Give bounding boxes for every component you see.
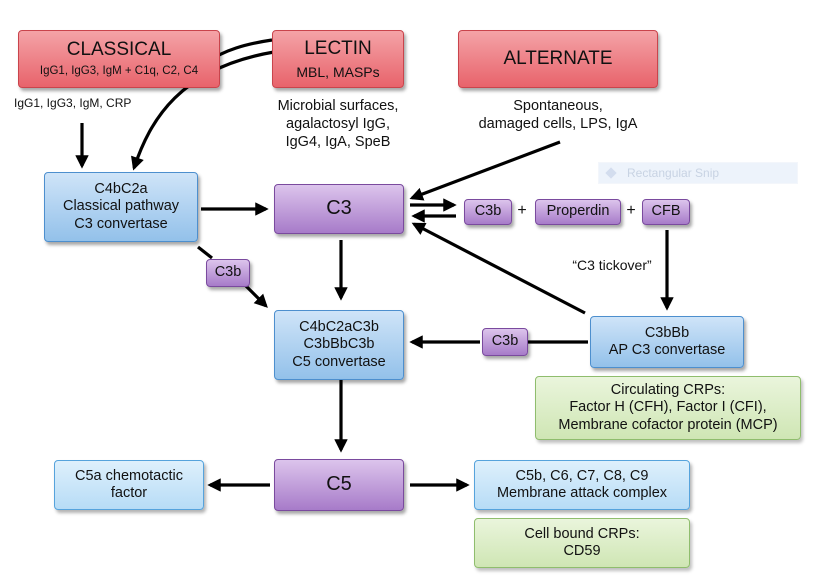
rectangular-snip-overlay <box>598 162 798 184</box>
circulating-crps-line: Circulating CRPs: <box>610 382 726 399</box>
arrow-c4bc2a-to-c3b <box>198 247 212 258</box>
c3b-alternate <box>464 199 512 225</box>
cfb-node <box>642 199 690 225</box>
snip-icon <box>605 167 616 178</box>
arrow-c3b-to-c5conv <box>246 286 266 306</box>
alternate-trigger-line: Spontaneous, <box>513 98 603 114</box>
membrane-attack-complex-box <box>474 460 690 510</box>
lectin-trigger-line: IgG4, IgA, SpeB <box>285 134 391 151</box>
c3b-classical <box>206 259 250 287</box>
ap-c3-convertase <box>590 316 744 368</box>
c5-node <box>274 459 404 511</box>
alternate-title: ALTERNATE <box>503 47 613 69</box>
snip-label: Rectangular Snip <box>627 166 720 180</box>
ap-convertase-line: C3bBb <box>644 324 690 341</box>
properdin-node <box>535 199 621 225</box>
c5-convertase-line: C5 convertase <box>292 353 386 370</box>
c5-label: C5 <box>326 473 352 496</box>
cell-crps-line: CD59 <box>563 543 601 559</box>
alternate-trigger-line: damaged cells, LPS, IgA <box>478 116 638 133</box>
c3b-ap-label: C3b <box>491 333 519 350</box>
mac-line: Membrane attack complex <box>496 485 668 501</box>
c5a-box <box>54 460 204 510</box>
c3-label: C3 <box>326 197 352 220</box>
cfb-label: CFB <box>651 203 681 220</box>
alternate-triggers <box>450 97 666 133</box>
classical-pathway-box <box>18 30 220 88</box>
lectin-triggers <box>252 97 424 151</box>
alternate-pathway-box <box>458 30 658 88</box>
lectin-title: LECTIN <box>304 37 372 59</box>
c3b-ap <box>482 328 528 356</box>
c3-node <box>274 184 404 234</box>
lectin-trigger-line: Microbial surfaces, <box>277 98 399 114</box>
lectin-sub: MBL, MASPs <box>296 63 380 80</box>
classical-convertase-line: C4bC2a <box>94 181 148 198</box>
circulating-crps-line: Factor H (CFH), Factor I (CFI), <box>569 399 767 416</box>
lectin-trigger-line: agalactosyl IgG, <box>286 116 390 133</box>
classical-title: CLASSICAL <box>66 39 172 61</box>
ap-convertase-line: AP C3 convertase <box>608 342 726 358</box>
plus-sign: + <box>626 202 636 219</box>
properdin-label: Properdin <box>546 203 610 220</box>
c5a-line: C5a chemotactic <box>75 467 183 484</box>
classical-c3-convertase <box>44 172 198 242</box>
circulating-crps-line: Membrane cofactor protein (MCP) <box>558 416 778 433</box>
c5-convertase-line: C4bC2aC3b <box>299 319 379 336</box>
classical-triggers: IgG1, IgG3, IgM, CRP <box>14 96 132 110</box>
c5-convertase <box>274 310 404 380</box>
cell-crps-line: Cell bound CRPs: <box>524 525 640 542</box>
mac-line: C5b, C6, C7, C8, C9 <box>515 467 649 484</box>
c3b-classical-label: C3b <box>214 264 242 281</box>
classical-sub: IgG1, IgG3, IgM + C1q, C2, C4 <box>39 65 199 78</box>
lectin-pathway-box <box>272 30 404 88</box>
c5a-line: factor <box>110 485 148 501</box>
cell-bound-crps-box <box>474 518 690 568</box>
classical-convertase-line: Classical pathway <box>62 198 180 215</box>
arrow-alternate-to-c3 <box>412 142 560 198</box>
plus-sign: + <box>517 202 527 219</box>
c3-tickover-label: “C3 tickover” <box>572 257 652 273</box>
c5-convertase-line: C3bBbC3b <box>303 336 375 353</box>
classical-convertase-line: C3 convertase <box>74 215 168 232</box>
circulating-crps-box <box>535 376 801 440</box>
c3b-alternate-label: C3b <box>474 203 502 220</box>
